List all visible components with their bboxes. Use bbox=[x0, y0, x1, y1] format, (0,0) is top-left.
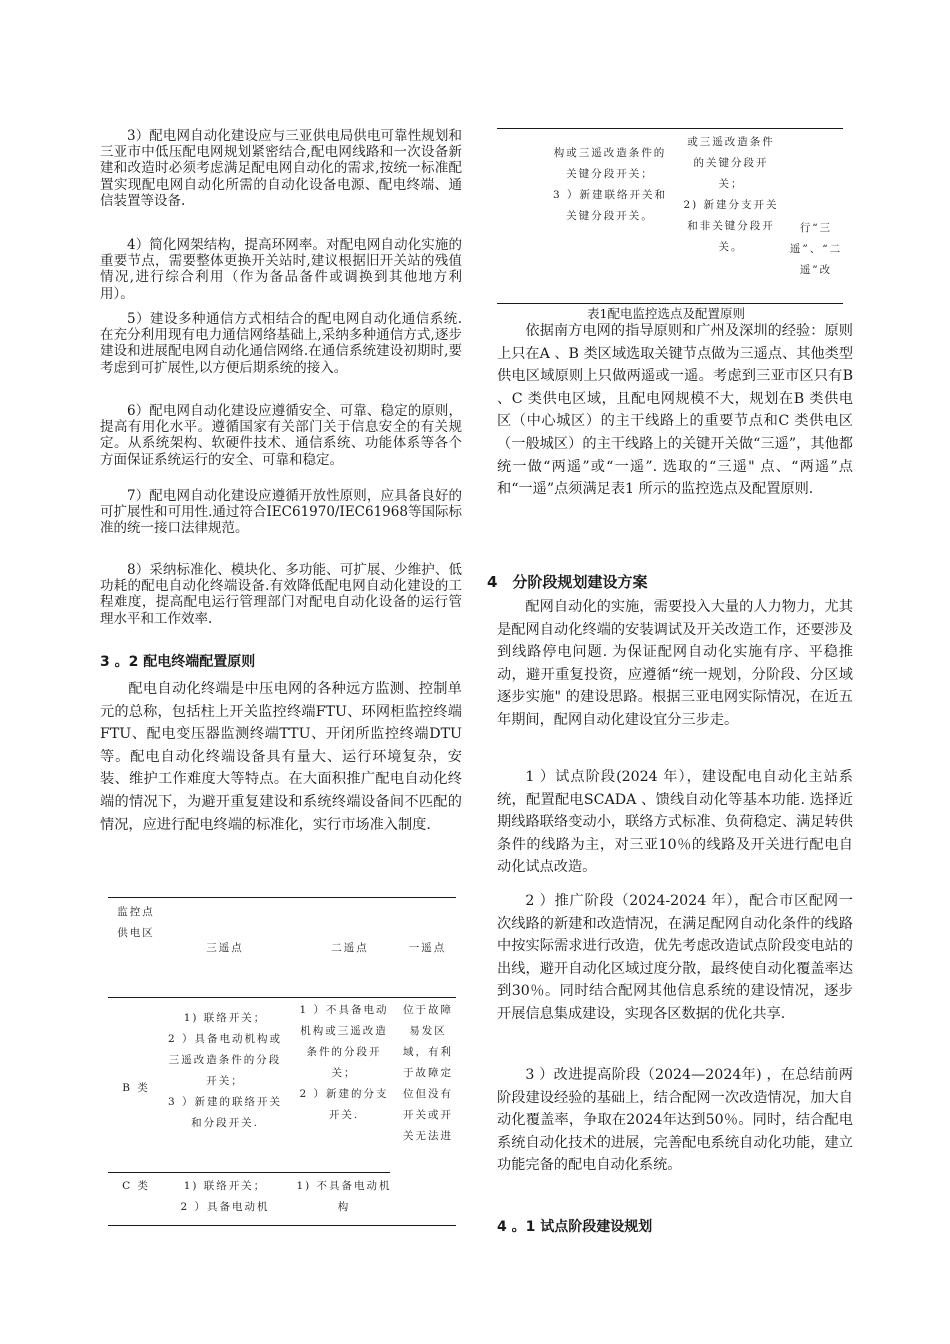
paragraph-principle-4: 4）简化网架结构，提高环网率。对配电网自动化实施的重要节点，需要整体更换开关站时,建议根据旧开关站的残值情况,进行综合利用（作为备品备件或调换到其他地方利用）。 bbox=[100, 237, 462, 302]
paragraph-principle-6: 6）配电网自动化建设应遵循安全、可靠、稳定的原则，提高有用化水平。遵循国家有关部门关于信息安全的有关规定。从系统架构、软硬件技术、通信系统、功能体系等各个方面保证系统运行的安全、可靠和稳定。 bbox=[100, 403, 462, 468]
table-row-b-two-remote: 1 ）不具备电动机构或三遥改造条件的分段开关； 2 ）新建的分支开关. bbox=[299, 1004, 389, 1121]
table-header-rule bbox=[108, 997, 456, 998]
table-header-three-remote: 三遥点 bbox=[206, 942, 244, 954]
paragraph-principle-8: 8）采纳标准化、模块化、多功能、可扩展、少维护、低功耗的配电自动化终端设备.有效降低配电网自动化建设的工程难度，提高配电运行管理部门对配电自动化设备的运行管理水平和工作效率. bbox=[100, 562, 462, 627]
paragraph-phase-3: 3 ）改进提高阶段（2024—2024年) ，在总结前两阶段建设经验的基础上，结合配网一次改造情况，加大自动化覆盖率，争取在2024年达到50％。同时，结合配电系统自动化技术的进展，完善配电系统自动化功能，建立功能完备的配电自动化系统。 bbox=[497, 1067, 853, 1174]
paragraph-terminal-config: 配电自动化终端是中压电网的各种远方监测、控制单元的总称，包括柱上开关监控终端FTU、环网柜监控终端FTU、配电变压器监测终端TTU、开闭所监控终端DTU 等。配电自动化终端设备具有量大、运行环境复杂，安装、维护工作难度大等特点。在大面积推广配电自动化终端的情况下，为避开重复建设和系统终端设备间不匹配的情况，应进行配电终端的标准化，实行市场准入制度. bbox=[100, 681, 477, 833]
table-header-one-remote: 一遥点 bbox=[408, 942, 447, 954]
paragraph-phase-1: 1 ）试点阶段(2024 年），建设配电自动化主站系统，配置配电SCADA 、馈线自动化等基本功能. 选择近期线路联络变动小，联络方式标准、负荷稳定、满足转供条件的线路为主，对三亚10％的线路及开关进行配电自动化试点改造。 bbox=[497, 769, 853, 876]
paragraph-phasing-intro: 配网自动化的实施，需要投入大量的人力物力，尤其是配网自动化终端的安装调试及开关改造工作，还要涉及到线路停电问题. 为保证配网自动化实施有序、平稳推动，避开重复投资，应遵循“统一规划，分阶段、分区域逐步实施" 的建设思路。根据三亚电网实际情况，在近五年期间，配网自动化建设宜分三步走。 bbox=[497, 599, 853, 728]
paragraph-principle-7: 7）配电网自动化建设应遵循开放性原则，应具备良好的可扩展性和可用性.通过符合IEC61970/IEC61968等国际标准的统一接口法律规范。 bbox=[100, 488, 462, 537]
section-heading-3-2: 3 。2 配电终端配置原则 bbox=[100, 654, 256, 670]
table-header-area: 监控点供电区 bbox=[117, 906, 155, 939]
table-cont-one-remote: 行“三遥”、“二遥”改 bbox=[789, 222, 843, 276]
table-header-two-remote: 二遥点 bbox=[331, 942, 369, 954]
table-row-c-two-remote: 1) 不具备电动机构 bbox=[296, 1180, 392, 1213]
table-bottom-rule bbox=[108, 1225, 456, 1226]
table-row-b-area: B 类 bbox=[122, 1082, 150, 1094]
table-cont-three-remote: 构或三遥改造条件的关键分段开关； 3 ）新建联络开关和关键分段开关。 bbox=[552, 147, 668, 222]
table-row-c-area: C 类 bbox=[122, 1180, 150, 1192]
table-caption: 表1配电监控选点及配置原则 bbox=[587, 306, 745, 321]
section-heading-4: 4 分阶段规划建设方案 bbox=[487, 573, 648, 591]
section-heading-4-1: 4 。1 试点阶段建设规划 bbox=[497, 1219, 653, 1235]
paragraph-phase-2: 2 ）推广阶段（2024-2024 年），配合市区配网一次线路的新建和改造情况，在满足配网自动化条件的线路中按实际需求进行改造，优先考虑改造试点阶段变电站的出线，避开自动化区域过度分散，最终使自动化覆盖率达到30％。同时结合配网其他信息系统的建设情况，逐步开展信息集成建设，实现各区数据的优化共享. bbox=[497, 893, 853, 1022]
table-row-c-three-remote: 1) 联络开关； 2 ）具备电动机 bbox=[180, 1180, 270, 1213]
table-row-b-three-remote: 1) 联络开关； 2 ）具备电动机构或三遥改造条件的分段开关； 3 ）新建的联络开关和分段开关. bbox=[167, 1012, 283, 1129]
table-cont-top-rule bbox=[497, 128, 843, 129]
paragraph-point-selection: 依据南方电网的指导原则和广州及深圳的经验：原则上只在A 、B 类区域选取关键节点做为三遥点、其他类型供电区域原则上只做两遥或一遥。考虑到三亚市区只有B 、C 类供电区域，且配电网规模不大，规划在B 类供电区（中心城区）的主干线路上的重要节点和C 类供电区（一般城区）的主干线路上的关键开关做“三遥”，其他都统一做“两遥”或“一遥”. 选取的“三遥" 点、“两遥”点和“一遥”点须满足表1 所示的监控选点及配置原则. bbox=[497, 323, 854, 498]
table-row-divider bbox=[108, 1172, 390, 1173]
table-row-b-one-remote: 位于故障易发区域，有利于故障定位但没有开关或开关无法进 bbox=[403, 1004, 453, 1142]
paragraph-principle-5: 5）建设多种通信方式相结合的配电网自动化通信系统.在充分利用现有电力通信网络基础上,采纳多种通信方式,逐步建设和进展配电网自动化通信网络.在通信系统建设初期时,要考虑到可扩展性,以方便后期系统的接入。 bbox=[100, 311, 462, 376]
paragraph-principle-3: 3）配电网自动化建设应与三亚供电局供电可靠性规划和三亚市中低压配电网规划紧密结合,配电网线路和一次设备新建和改造时必须考虑满足配电网自动化的需求,按统一标准配置实现配电网自动化所需的自动化设备电源、配电终端、通信装置等设备. bbox=[100, 128, 462, 209]
table-top-rule bbox=[108, 897, 456, 898]
table-cont-two-remote: 或三遥改造条件的关键分段开关； 2) 新建分支开关和非关键分段开关。 bbox=[683, 136, 779, 253]
